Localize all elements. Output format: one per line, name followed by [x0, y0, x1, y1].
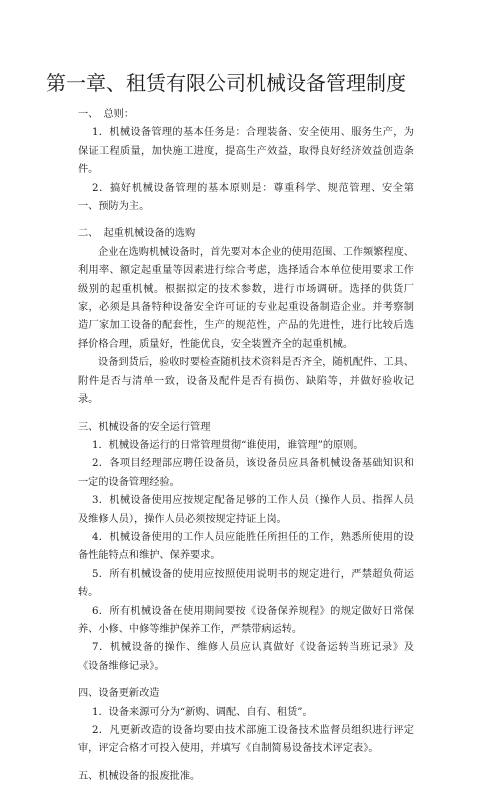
- section-safe-operation: [78, 419, 414, 677]
- section-heading: 一、 总则：: [78, 109, 135, 120]
- section-scrap-approval: [78, 768, 414, 786]
- list-item: 2．各项目经理部应聘任设备员，该设备员应具备机械设备基础知识和一定的设备管理经验。: [78, 458, 414, 488]
- list-item: 1．机械设备管理的基本任务是：合理装备、安全使用、服务生产，为保证工程质量，加快施工进度，提高生产效益，取得良好经济效益创造条件。: [78, 127, 414, 176]
- list-item: 7．机械设备的操作、维修人员应认真做好《设备运转当班记录》及《设备维修记录》。: [78, 642, 414, 672]
- section-heading: 五、机械设备的报废批准。: [78, 770, 201, 782]
- document-title: 第一章、租赁有限公司机械设备管理制度: [46, 71, 406, 95]
- list-item: 3．机械设备使用应按规定配备足够的工作人员（操作人员、指挥人员及维修人员），操作人员必须按规定持证上岗。: [78, 495, 414, 525]
- paragraph: 企业在选购机械设备时，首先要对本企业的使用范围、工作频繁程度、利用率、额定起重量等因素进行综合考虑，选择适合本单位使用要求工作级别的起重机械。根据拟定的技术参数，进行市场调研。选择的供货厂家，必须是具备特种设备安全许可证的专业起重设备制造企业。并考察制造厂家加工设备的配套性，生产的规范性，产品的先进性，进行比较后选择价格合理，质量好，性能优良，安全装置齐全的起重机械。: [78, 246, 414, 350]
- section-heading: 二、 起重机械设备的选购: [78, 228, 196, 240]
- section-heading: 四、设备更新改造: [78, 688, 160, 700]
- list-item: 6．所有机械设备在使用期间要按《设备保养规程》的规定做好日常保养、小修、中修等维护保养工作，严禁带病运转。: [78, 605, 414, 635]
- section-heading: 三、机械设备的安全运行管理: [78, 421, 211, 433]
- list-item: 1．机械设备运行的日常管理贯彻“谁使用，谁管理”的原则。: [92, 439, 364, 451]
- list-item: 2．凡更新改造的设备均要由技术部施工设备技术监督员组织进行评定审，评定合格才可投入使用，并填写《自制简易设备技术评定表》。: [78, 725, 414, 755]
- document-body: [78, 106, 414, 795]
- list-item: 1．设备来源可分为“新购、调配、自有、租赁”。: [92, 706, 313, 718]
- section-equipment-renewal: [78, 685, 414, 759]
- list-item: 5．所有机械设备的使用应按照使用说明书的规定进行，严禁超负荷运转。: [78, 568, 414, 599]
- section-general: [78, 106, 414, 216]
- section-crane-purchase: [78, 225, 414, 409]
- list-item: 2．搞好机械设备管理的基本原则是：尊重科学、规范管理、安全第一、预防为主。: [78, 182, 414, 213]
- paragraph: 设备到货后，验收时要检查随机技术资料是否齐全，随机配件、工具、附件是否与清单一致，设备及配件是否有损伤、缺陷等，并做好验收记录。: [78, 357, 414, 406]
- list-item: 4．机械设备使用的工作人员应能胜任所担任的工作，熟悉所使用的设备性能特点和维护、保养要求。: [78, 531, 414, 562]
